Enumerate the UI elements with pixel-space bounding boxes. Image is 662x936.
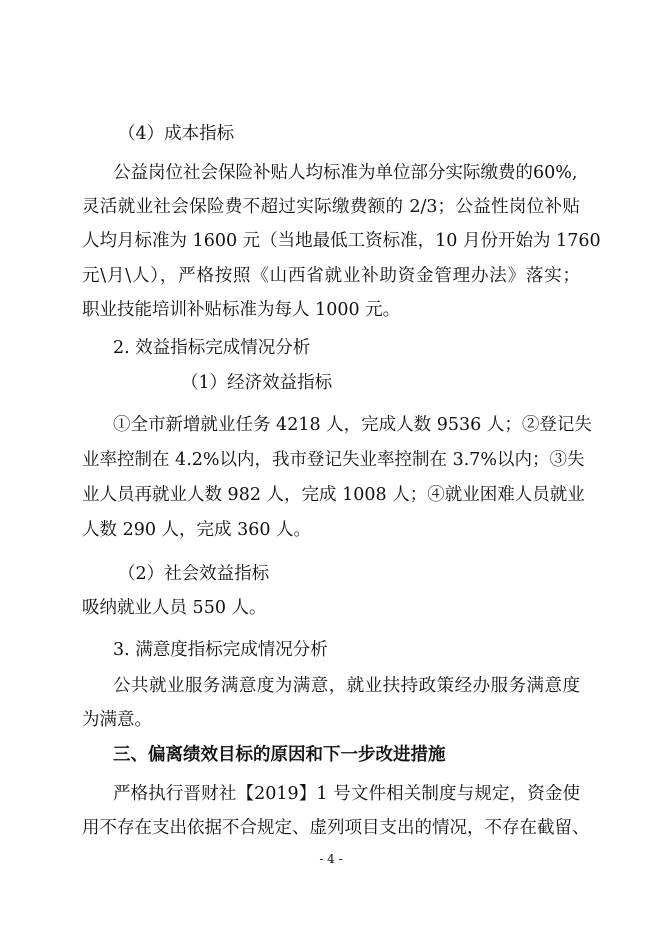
economic-line-3: 业人员再就业人数 982 人，完成 1008 人；④就业困难人员就业 — [82, 485, 585, 505]
benefit-heading: 2. 效益指标完成情况分析 — [113, 338, 311, 358]
economic-line-4: 人数 290 人，完成 360 人。 — [82, 520, 312, 540]
cost-line-4: 元\月\人），严格按照《山西省就业补助资金管理办法》落实； — [82, 266, 580, 286]
section-three-line-2: 用不存在支出依据不合规定、虚列项目支出的情况，不存在截留、 — [82, 818, 590, 838]
satisfaction-line-2: 为满意。 — [82, 710, 152, 730]
social-line: 吸纳就业人员 550 人。 — [82, 598, 267, 618]
economic-line-1: ①全市新增就业任务 4218 人，完成人数 9536 人；②登记失 — [113, 415, 592, 435]
cost-line-2: 灵活就业社会保险费不超过实际缴费额的 2/3；公益性岗位补贴 — [82, 197, 580, 217]
economic-line-2: 业率控制在 4.2%以内，我市登记失业率控制在 3.7%以内；③失 — [82, 450, 585, 470]
satisfaction-line-1: 公共就业服务满意度为满意，就业扶持政策经办服务满意度 — [113, 676, 580, 696]
cost-line-3: 人均月标准为 1600 元（当地最低工资标准，10 月份开始为 1760 — [82, 231, 601, 251]
satisfaction-heading: 3. 满意度指标完成情况分析 — [113, 640, 328, 660]
section-three-heading: 三、偏离绩效目标的原因和下一步改进措施 — [113, 745, 446, 765]
economic-heading: （1）经济效益指标 — [181, 373, 333, 393]
social-heading: （2）社会效益指标 — [118, 564, 270, 584]
cost-line-1: 公益岗位社会保险补贴人均标准为单位部分实际缴费的60%, — [113, 163, 578, 183]
cost-indicator-heading: （4）成本指标 — [118, 124, 235, 144]
cost-line-5: 职业技能培训补贴标准为每人 1000 元。 — [82, 300, 401, 320]
page-number: - 4 - — [319, 852, 343, 866]
section-three-line-1: 严格执行晋财社【2019】1 号文件相关制度与规定，资金使 — [113, 784, 580, 804]
